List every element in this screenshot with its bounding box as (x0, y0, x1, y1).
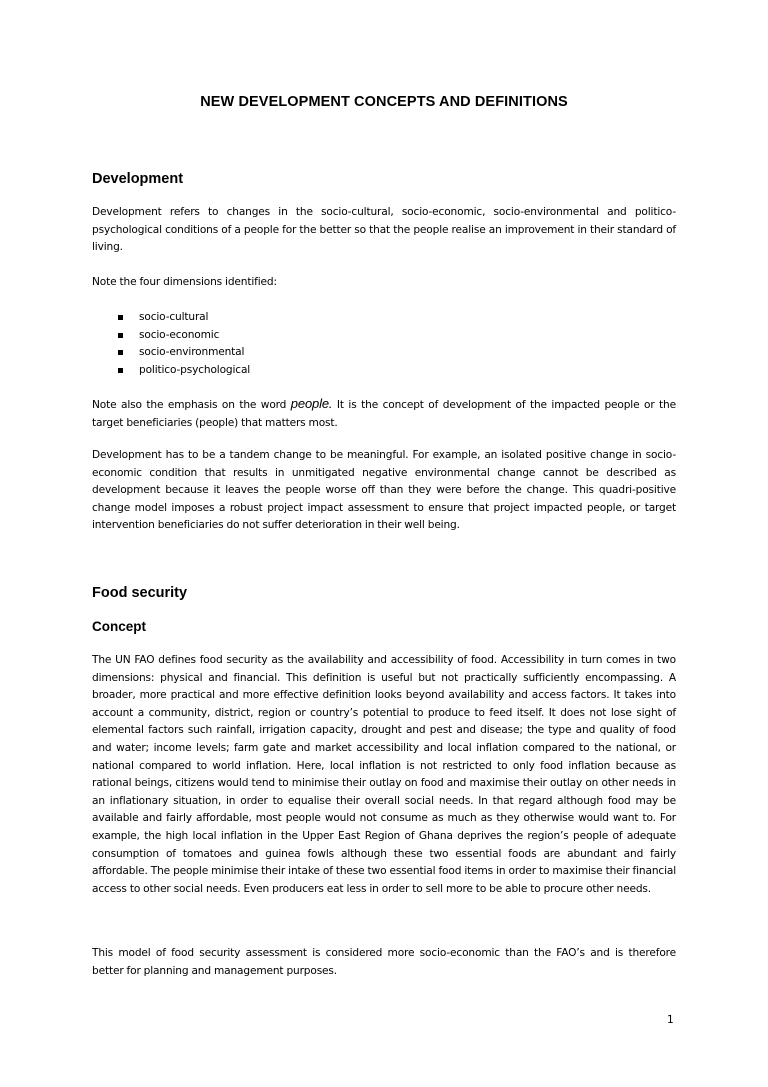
dimensions-intro: Note the four dimensions identified: (92, 276, 277, 288)
section-heading-development: Development (92, 171, 184, 187)
list-item (92, 327, 250, 345)
square-bullet-icon (118, 350, 123, 355)
list-item-label: politico-psychological (139, 363, 251, 376)
food-security-concept-paragraph: The UN FAO defines food security as the availability and accessibility of food. Accessibility in turn comes in two dimensions: physical and financial. This definition is useful but not practically sufficiently encompassing. A broader, more practical and more effective definition looks beyond availability and access factors. It takes into account a community, district, region or country’s potential to produce to feed itself. It does not lose sight of elemental factors such rainfall, irrigation capacity, drought and pest and disease; the type and quality of food and water; income levels; farm gate and market accessibility and local inflation compared to the national, or national compared to world inflation. Here, local inflation is not restricted to only food inflation because as rational beings, citizens would tend to minimise their outlay on food and maximise their outlay on other needs in an inflationary situation, in order to equalise their overall social needs. In that regard although food may be available and fairly affordable, most people would not consume as much as they otherwise would want to. For example, the high local inflation in the Upper East Region of Ghana deprives the region’s people of adequate consumption of tomatoes and guinea fowls although these two essential foods are abundant and fairly affordable. The people minimise their intake of these two essential food items in order to maximise their financial access to other social needs. Even producers eat less in order to sell more to be able to procure other needs. (92, 654, 676, 895)
emphasis-text-after: It is the concept of development of the impacted people or the target beneficiaries (people) that matters most. (92, 399, 676, 429)
page-number: 1 (667, 1014, 674, 1026)
emphasis-text-before: Note also the emphasis on the word (92, 399, 291, 411)
list-item-label: socio-environmental (139, 346, 245, 359)
tandem-change-paragraph: Development has to be a tandem change to be meaningful. For example, an isolated positive change in socio-economic condition that results in unmitigated negative environmental change cannot be described as development because it leaves the people worse off than they were before the change. This quadri-positive change model imposes a robust project impact assessment to ensure that project impacted people, or target intervention beneficiaries do not suffer deterioration in their well being. (92, 449, 676, 532)
food-security-model-paragraph: This model of food security assessment is considered more socio-economic than the FAO’s and is therefore better for planning and management purposes. (92, 947, 676, 977)
dimensions-list (92, 309, 250, 379)
section-heading-food-security: Food security (92, 585, 188, 601)
square-bullet-icon (118, 368, 123, 373)
list-item (92, 309, 250, 327)
square-bullet-icon (118, 333, 123, 338)
list-item-label: socio-cultural (139, 311, 209, 323)
list-item (92, 362, 250, 380)
subheading-concept: Concept (92, 619, 146, 634)
list-item-label: socio-economic (139, 328, 220, 341)
development-definition-paragraph: Development refers to changes in the socio-cultural, socio-economic, socio-environmental and politico-psychological conditions of a people for the better so that the people realise an improvement in their standard of living. (92, 206, 676, 254)
square-bullet-icon (118, 315, 123, 320)
emphasis-paragraph (92, 395, 676, 432)
emphasis-word: people. (290, 396, 333, 411)
document-title: NEW DEVELOPMENT CONCEPTS AND DEFINITIONS (200, 94, 568, 110)
list-item (92, 344, 250, 362)
